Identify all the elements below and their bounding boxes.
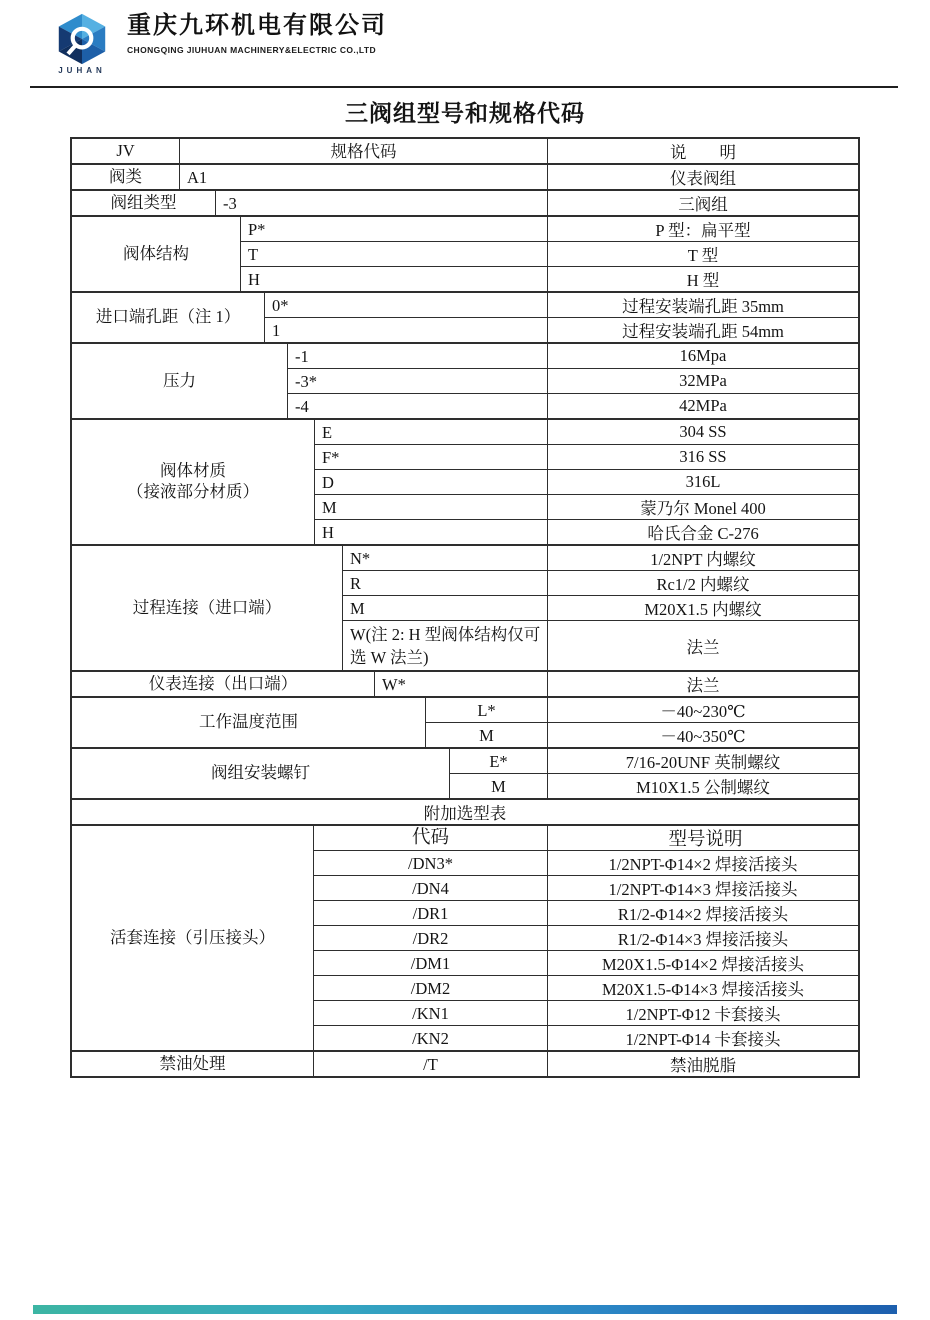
section-label xyxy=(72,672,374,696)
desc-cell: 1/2NPT-Φ14×3 焊接活接头 xyxy=(547,876,858,900)
spec-table xyxy=(70,137,860,1078)
section-body xyxy=(314,420,858,544)
table-row xyxy=(449,749,858,773)
table-row xyxy=(314,444,858,469)
table-row xyxy=(374,672,858,696)
section-label xyxy=(72,826,313,1050)
desc-cell: 蒙乃尔 Monel 400 xyxy=(547,495,858,519)
table-section xyxy=(72,215,858,291)
code-cell: M xyxy=(314,495,547,519)
table-row xyxy=(215,191,858,215)
table-row xyxy=(314,519,858,544)
table-section xyxy=(72,291,858,342)
company-name-en: CHONGQING JIUHUAN MACHINERY&ELECTRIC CO.,LTD xyxy=(127,44,376,55)
desc-cell: 过程安装端孔距 54mm xyxy=(547,318,858,342)
section-label xyxy=(72,165,179,189)
code-cell: /DN3* xyxy=(313,851,547,875)
code-cell: H xyxy=(240,267,547,291)
desc-cell: 316 SS xyxy=(547,445,858,469)
table-row xyxy=(240,217,858,241)
section-label xyxy=(72,217,240,291)
code-cell: A1 xyxy=(179,165,547,189)
code-cell: /DM1 xyxy=(313,951,547,975)
table-row xyxy=(240,241,858,266)
table-section xyxy=(72,342,858,418)
footer-gradient-bar xyxy=(33,1305,897,1314)
section-label-line: 活套连接（引压接头） xyxy=(110,927,275,947)
table-row xyxy=(342,570,858,595)
jiuhuan-logo-icon xyxy=(54,13,110,65)
table-row xyxy=(425,698,858,722)
company-name-block xyxy=(127,13,387,55)
code-cell: /DM2 xyxy=(313,976,547,1000)
main-sections xyxy=(72,163,858,798)
table-row xyxy=(264,317,858,342)
code-cell: N* xyxy=(342,546,547,570)
desc-cell: 304 SS xyxy=(547,420,858,444)
section-body xyxy=(313,826,858,1050)
table-section xyxy=(72,1050,858,1076)
desc-cell: 三阀组 xyxy=(547,191,858,215)
code-cell: 1 xyxy=(264,318,547,342)
table-section xyxy=(72,544,858,670)
company-logo xyxy=(50,13,114,75)
code-cell: D xyxy=(314,470,547,494)
desc-cell: 仪表阀组 xyxy=(547,165,858,189)
desc-cell: T 型 xyxy=(547,242,858,266)
table-section xyxy=(72,670,858,696)
table-row xyxy=(179,165,858,189)
section-label xyxy=(72,1052,313,1076)
code-cell: L* xyxy=(425,698,547,722)
header-jv-cell: JV xyxy=(116,140,135,160)
code-cell: M xyxy=(342,596,547,620)
section-label xyxy=(72,749,449,798)
table-section xyxy=(72,189,858,215)
addon-sections xyxy=(72,824,858,1076)
brand-header xyxy=(50,13,387,75)
desc-cell: H 型 xyxy=(547,267,858,291)
table-section xyxy=(72,747,858,798)
table-row xyxy=(342,595,858,620)
table-row xyxy=(313,1025,858,1050)
code-cell: -3 xyxy=(215,191,547,215)
table-row xyxy=(264,293,858,317)
table-row xyxy=(313,900,858,925)
code-cell: M xyxy=(449,774,547,798)
desc-cell: R1/2-Φ14×3 焊接活接头 xyxy=(547,926,858,950)
section-body xyxy=(313,1052,858,1076)
section-label-line: （接液部分材质） xyxy=(127,482,259,501)
table-header-row xyxy=(72,139,858,163)
table-row xyxy=(240,266,858,291)
desc-cell: 1/2NPT 内螺纹 xyxy=(547,546,858,570)
desc-cell: 42MPa xyxy=(547,394,858,418)
code-cell: W* xyxy=(374,672,547,696)
desc-cell: 哈氏合金 C-276 xyxy=(547,520,858,544)
addon-header-row xyxy=(313,826,858,850)
table-row xyxy=(449,773,858,798)
section-body xyxy=(342,546,858,670)
desc-cell: 禁油脱脂 xyxy=(547,1052,858,1076)
section-label-line: 阀体材质 xyxy=(160,461,226,481)
section-label-line: 进口端孔距（注 1） xyxy=(95,307,241,327)
section-label-line: 禁油处理 xyxy=(159,1053,226,1073)
table-row xyxy=(342,620,858,670)
code-cell: P* xyxy=(240,217,547,241)
code-cell: /KN2 xyxy=(313,1026,547,1050)
desc-cell: M20X1.5 内螺纹 xyxy=(547,596,858,620)
section-label xyxy=(72,546,342,670)
code-cell: -1 xyxy=(287,344,547,368)
logo-wordmark: JUHAN xyxy=(58,66,106,75)
section-label-line: 阀体结构 xyxy=(123,243,189,263)
table-row xyxy=(287,393,858,418)
desc-cell: 法兰 xyxy=(547,621,858,670)
code-cell: 0* xyxy=(264,293,547,317)
code-cell: T xyxy=(240,242,547,266)
table-row xyxy=(342,546,858,570)
addon-header-desc-cell: 型号说明 xyxy=(547,826,858,850)
code-cell: H xyxy=(314,520,547,544)
section-body xyxy=(449,749,858,798)
desc-cell: －40~230℃ xyxy=(547,698,858,722)
table-row xyxy=(425,722,858,747)
section-label xyxy=(72,698,425,747)
table-row xyxy=(314,494,858,519)
code-cell: E xyxy=(314,420,547,444)
header-desc-cell: 说 明 xyxy=(547,139,858,163)
table-row xyxy=(313,925,858,950)
desc-cell: M10X1.5 公制螺纹 xyxy=(547,774,858,798)
desc-cell: 7/16-20UNF 英制螺纹 xyxy=(547,749,858,773)
section-label-line: 压力 xyxy=(163,370,196,390)
table-section xyxy=(72,163,858,189)
desc-cell: 16Mpa xyxy=(547,344,858,368)
section-body xyxy=(374,672,858,696)
header-divider-line xyxy=(30,86,898,88)
section-body xyxy=(287,344,858,418)
table-row xyxy=(314,420,858,444)
desc-cell: P 型：扁平型 xyxy=(547,217,858,241)
desc-cell: 法兰 xyxy=(547,672,858,696)
section-body xyxy=(179,165,858,189)
desc-cell: 32MPa xyxy=(547,369,858,393)
desc-cell: 1/2NPT-Φ14×2 焊接活接头 xyxy=(547,851,858,875)
section-body xyxy=(425,698,858,747)
code-cell: W(注 2: H 型阀体结构仅可选 W 法兰) xyxy=(342,621,547,670)
section-label-line: 仪表连接（出口端） xyxy=(148,673,298,693)
code-cell: -4 xyxy=(287,394,547,418)
code-cell: R xyxy=(342,571,547,595)
code-cell: /T xyxy=(313,1052,547,1076)
table-row xyxy=(313,1000,858,1025)
section-label xyxy=(72,344,287,418)
section-label-line: 工作温度范围 xyxy=(199,712,298,732)
section-label xyxy=(72,191,215,215)
section-body xyxy=(240,217,858,291)
desc-cell: Rc1/2 内螺纹 xyxy=(547,571,858,595)
section-label-line: 过程连接（进口端） xyxy=(132,597,282,617)
table-row xyxy=(313,875,858,900)
section-label xyxy=(72,293,264,342)
desc-cell: 过程安装端孔距 35mm xyxy=(547,293,858,317)
desc-cell: 1/2NPT-Φ14 卡套接头 xyxy=(547,1026,858,1050)
desc-cell: R1/2-Φ14×2 焊接活接头 xyxy=(547,901,858,925)
section-label-line: 阀组安装螺钉 xyxy=(211,763,310,783)
header-spec-cell: 规格代码 xyxy=(179,139,547,163)
code-cell: /KN1 xyxy=(313,1001,547,1025)
code-cell: /DR2 xyxy=(313,926,547,950)
code-cell: /DR1 xyxy=(313,901,547,925)
section-body xyxy=(264,293,858,342)
table-row xyxy=(313,1052,858,1076)
table-row xyxy=(314,469,858,494)
table-row xyxy=(287,344,858,368)
desc-cell: －40~350℃ xyxy=(547,723,858,747)
addon-header-code-cell: 代码 xyxy=(313,826,547,850)
addon-table-title: 附加选型表 xyxy=(72,798,858,824)
code-cell: -3* xyxy=(287,369,547,393)
table-row xyxy=(287,368,858,393)
table-section xyxy=(72,824,858,1050)
table-row xyxy=(313,850,858,875)
code-cell: M xyxy=(425,723,547,747)
code-cell: F* xyxy=(314,445,547,469)
table-section xyxy=(72,696,858,747)
desc-cell: 316L xyxy=(547,470,858,494)
table-row xyxy=(313,950,858,975)
section-label-line: 阀组类型 xyxy=(110,192,177,212)
code-cell: E* xyxy=(449,749,547,773)
table-row xyxy=(313,975,858,1000)
desc-cell: 1/2NPT-Φ12 卡套接头 xyxy=(547,1001,858,1025)
desc-cell: M20X1.5-Φ14×3 焊接活接头 xyxy=(547,976,858,1000)
code-cell: /DN4 xyxy=(313,876,547,900)
section-body xyxy=(215,191,858,215)
section-label xyxy=(72,420,314,544)
desc-cell: M20X1.5-Φ14×2 焊接活接头 xyxy=(547,951,858,975)
company-name-cn: 重庆九环机电有限公司 xyxy=(127,13,387,39)
table-section xyxy=(72,418,858,544)
section-label-line: 阀类 xyxy=(109,166,142,186)
page-title: 三阀组型号和规格代码 xyxy=(345,101,585,126)
